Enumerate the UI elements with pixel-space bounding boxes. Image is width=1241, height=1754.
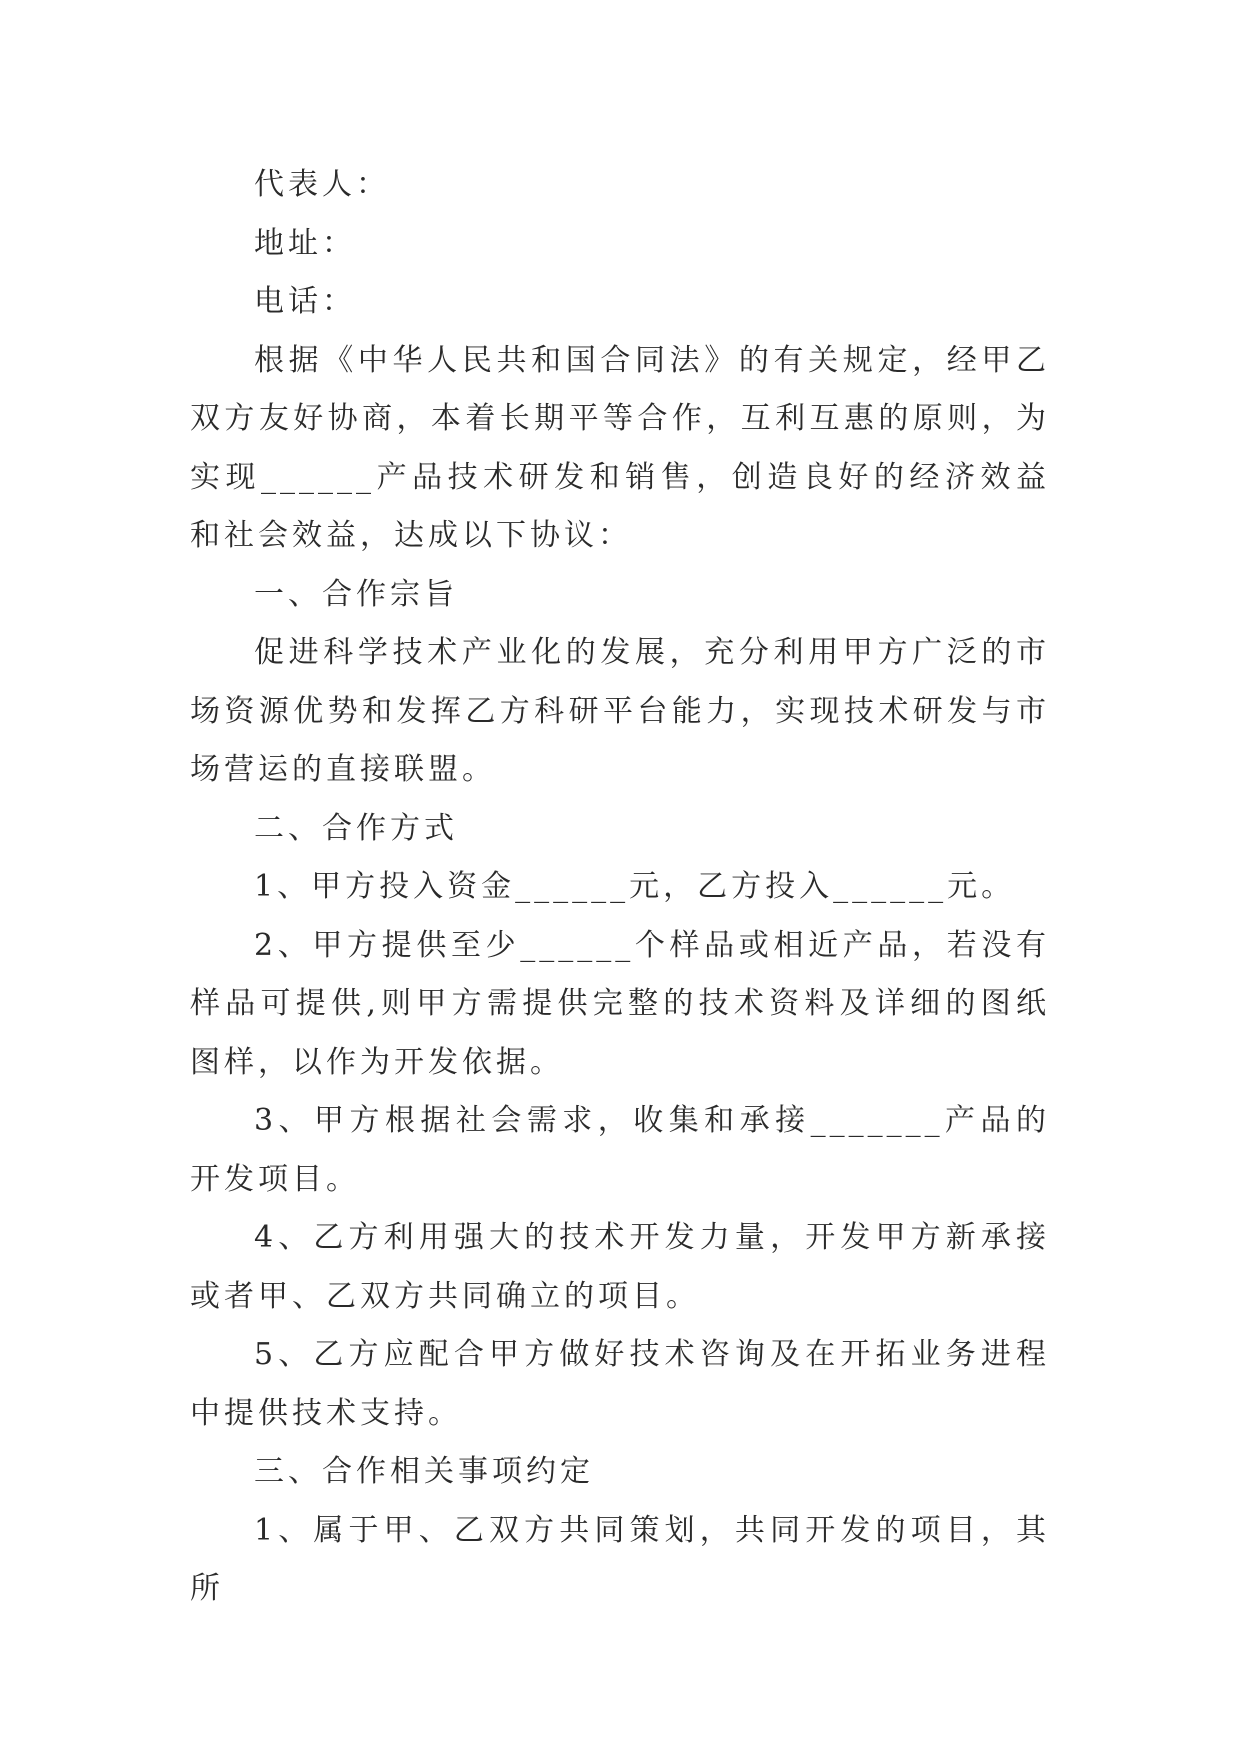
method-item-2: 2、甲方提供至少______个样品或相近产品，若没有样品可提供,则甲方需提供完整的技术资料及详细的图纸图样，以作为开发依据。 [190,927,1050,1080]
method-item-5: 5、乙方应配合甲方做好技术咨询及在开拓业务进程中提供技术支持。 [190,1337,1050,1431]
address-line: 地址： [254,225,356,261]
method-item-4: 4、乙方利用强大的技术开发力量，开发甲方新承接或者甲、乙双方共同确立的项目。 [190,1220,1050,1314]
method-item-1: 1、甲方投入资金______元，乙方投入______元。 [254,869,1016,904]
terms-item-1: 1、属于甲、乙双方共同策划，共同开发的项目，其所 [190,1512,1050,1606]
document-body [190,156,1050,1619]
representative-line: 代表人： [254,167,390,202]
method-item-3: 3、甲方根据社会需求，收集和承接_______产品的开发项目。 [190,1103,1050,1197]
section-heading-terms: 三、合作相关事项约定 [254,1454,594,1489]
purpose-paragraph: 促进科学技术产业化的发展，充分利用甲方广泛的市场资源优势和发挥乙方科研平台能力，实现技术研发与市场营运的直接联盟。 [190,635,1050,787]
phone-line: 电话： [254,284,356,319]
preamble-paragraph: 根据《中华人民共和国合同法》的有关规定，经甲乙双方友好协商，本着长期平等合作，互利互惠的原则，为实现______产品技术研发和销售，创造良好的经济效益和社会效益，达成以下协议： [190,342,1050,553]
section-heading-method: 二、合作方式 [254,810,458,846]
section-heading-purpose: 一、合作宗旨 [254,576,458,612]
